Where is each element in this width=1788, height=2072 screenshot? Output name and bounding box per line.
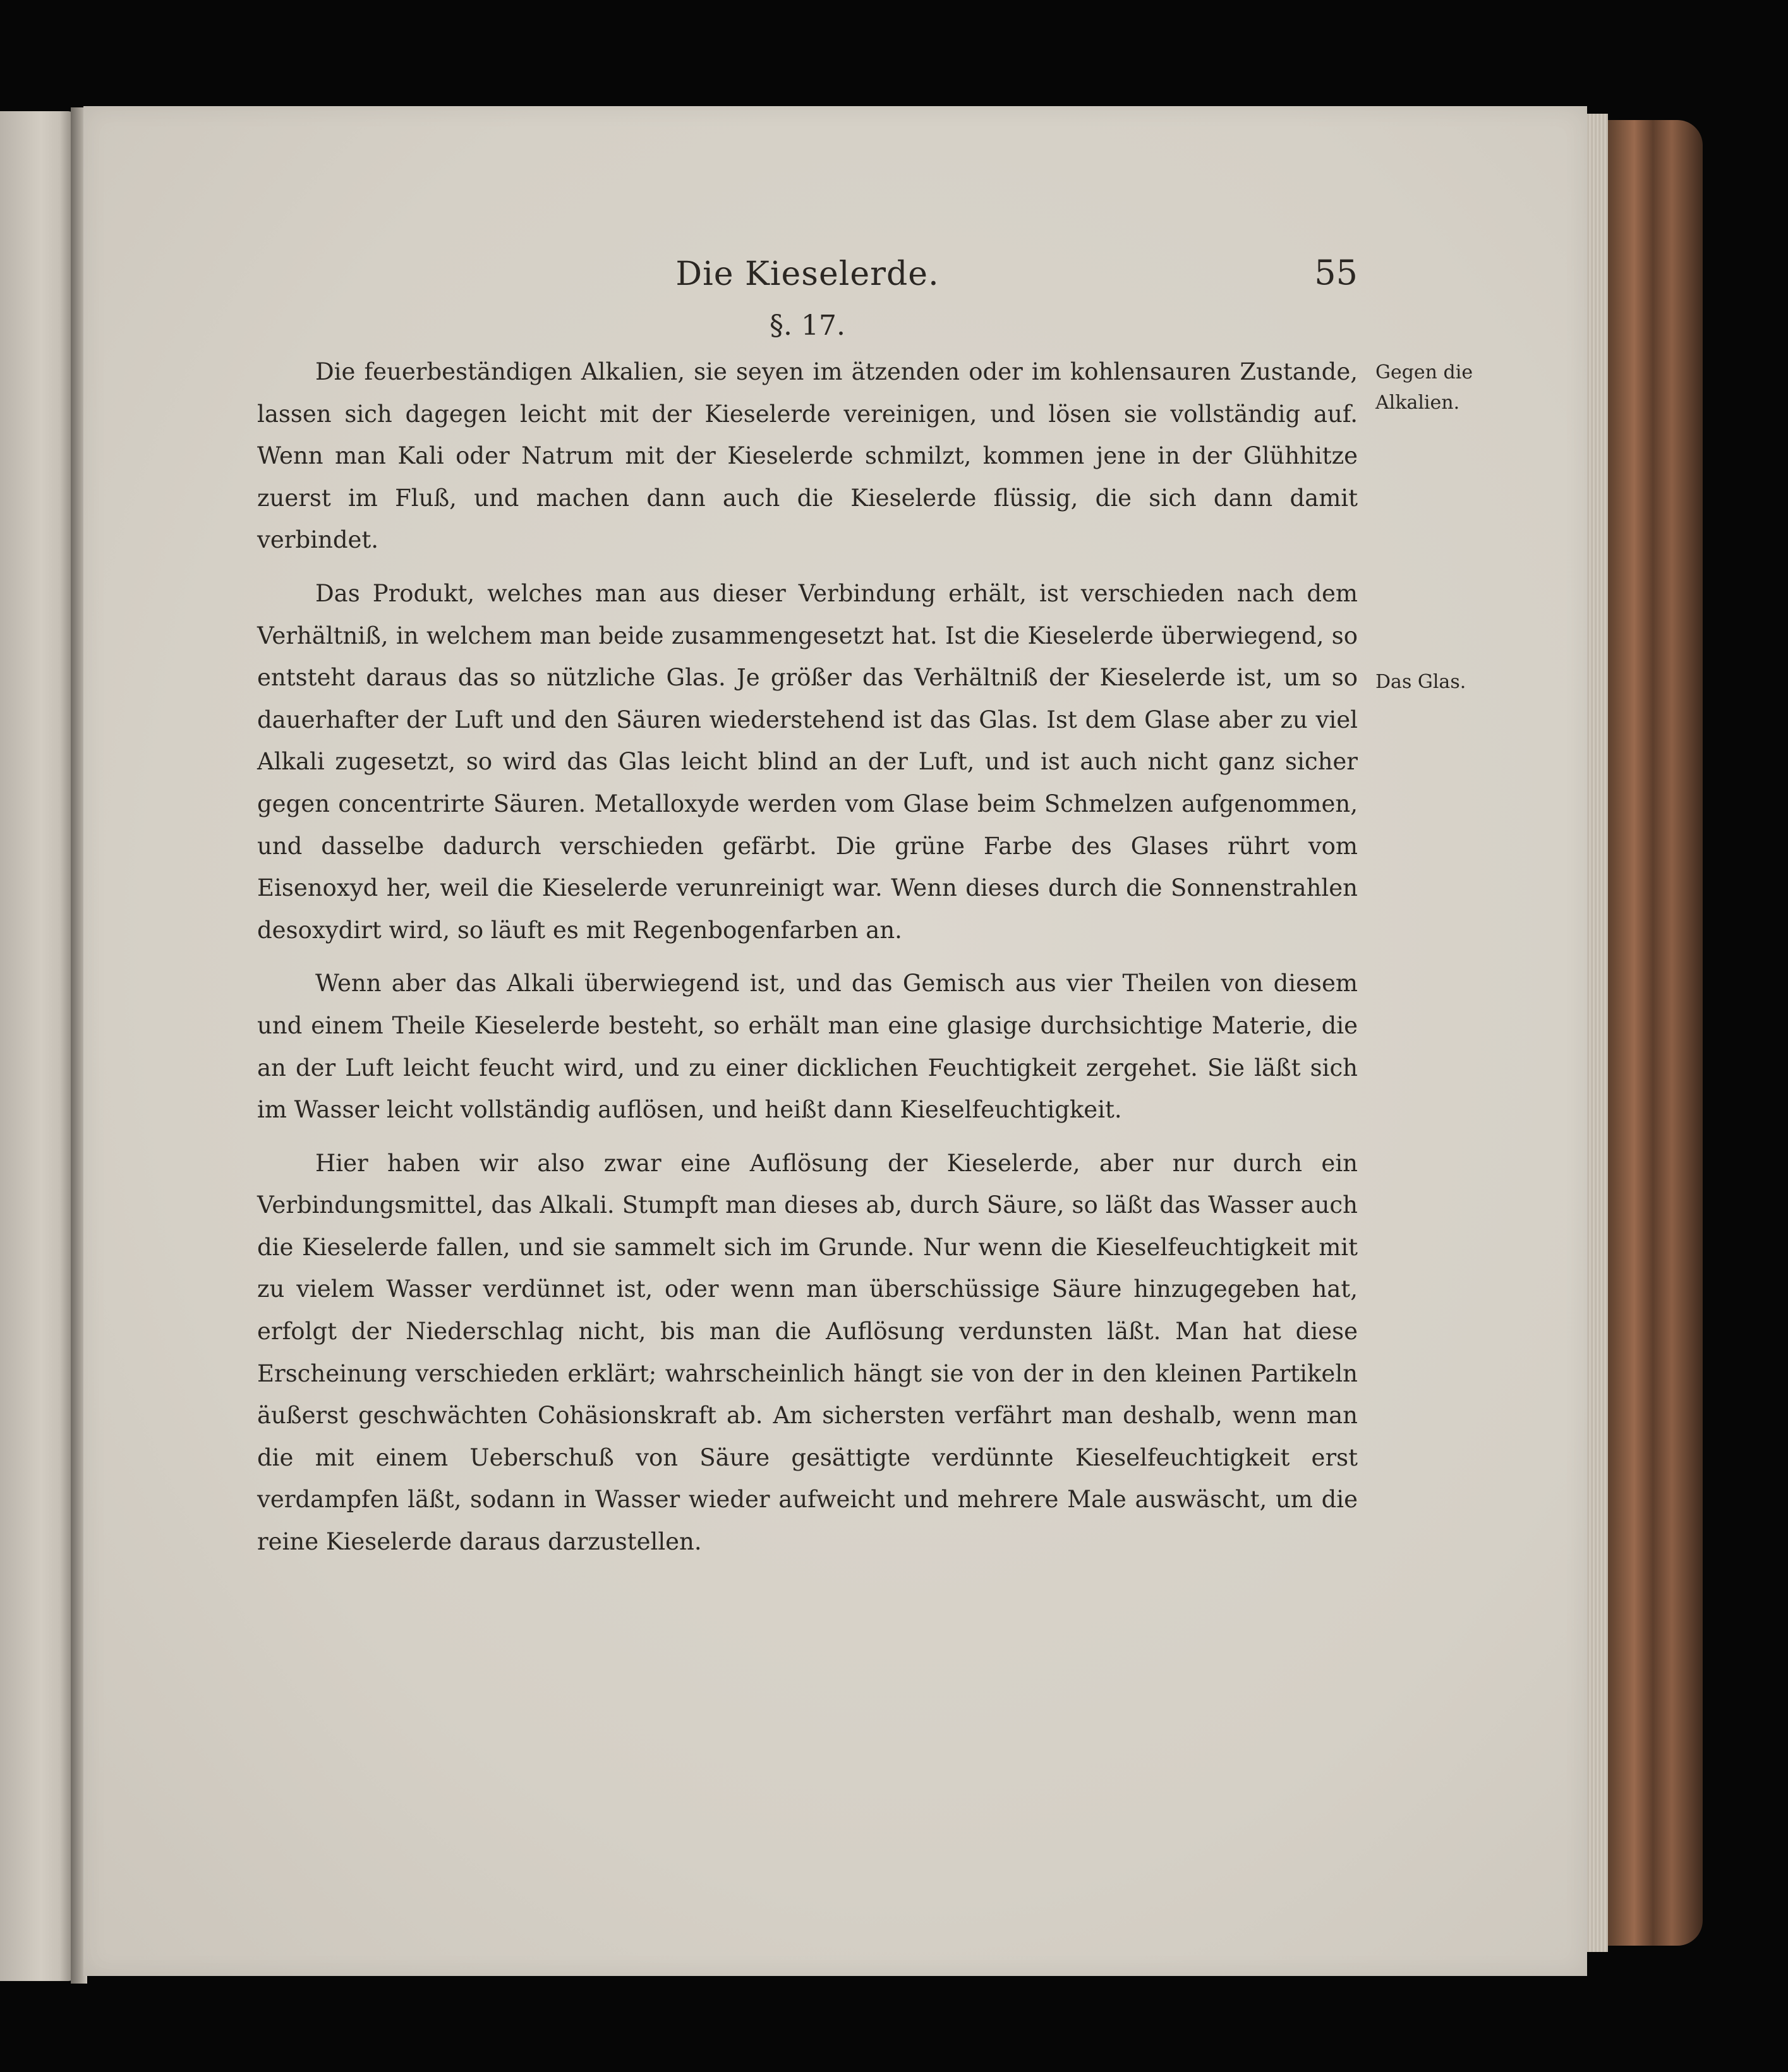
paragraph: Hier haben wir also zwar eine Auflösung der Kieselerde, aber nur durch ein Verbindungsmittel, das Alkali. Stumpft man dieses ab, durch Säure, so läßt das Wasser auch die Kieselerde fallen, und sie sammelt sich im Grunde. Nur wenn die Kieselfeuchtigkeit mit zu vielem Wasser verdünnet ist, oder wenn man überschüssige Säure hinzugegeben hat, erfolgt der Niederschlag nicht, bis man die Auflösung verdunsten läßt. Man hat diese Erscheinung verschieden erklärt; wahrscheinlich hängt sie von der in den kleinen Partikeln äußerst geschwächten Cohäsionskraft ab. Am sichersten verfährt man deshalb, wenn man die mit einem Ueberschuß von Säure gesättigte verdünnte Kieselfeuchtigkeit erst verdampfen läßt, sodann in Wasser wieder aufweicht und mehrere Male auswäscht, um die reine Kieselerde daraus darzustellen.: [257, 1149, 1358, 1556]
paragraph: Das Produkt, welches man aus dieser Verbindung erhält, ist verschieden nach dem Verhältniß, in welchem man beide zusammengesetzt hat. Ist die Kieselerde überwiegend, so entsteht daraus das so nützliche Glas. Je größer das Verhältniß der Kieselerde ist, um so dauerhafter der Luft und den Säuren wiederstehend ist das Glas. Ist dem Glase aber zu viel Alkali zugesetzt, so wird das Glas leicht blind an der Luft, und ist auch nicht ganz sicher gegen concentrirte Säuren. Metalloxyde werden vom Glase beim Schmelzen aufgenommen, und dasselbe dadurch verschieden gefärbt. Die grüne Farbe des Glases rührt vom Eisenoxyd her, weil die Kieselerde verunreinigt war. Wenn dieses durch die Sonnenstrahlen desoxydirt wird, so läuft es mit Regenbogenfarben an.: [257, 579, 1358, 944]
running-title: Die Kieselerde.: [675, 255, 939, 293]
section-heading: §. 17.: [770, 310, 845, 342]
paragraph: Wenn aber das Alkali überwiegend ist, und das Gemisch aus vier Theilen von diesem und einem Theile Kieselerde besteht, so erhält man eine glasige durchsichtige Materie, die an der Luft leicht feucht wird, und zu einer dicklichen Feuchtigkeit zergehet. Sie läßt sich im Wasser leicht vollständig auflösen, und heißt dann Kieselfeuchtigkeit.: [257, 970, 1358, 1124]
margin-note-glas: Das Glas.: [1375, 671, 1466, 693]
book-cover-edge: [1592, 120, 1703, 1946]
left-page-edge: [0, 111, 75, 1981]
paragraph: Die feuerbeständigen Alkalien, sie seyen im ätzenden oder im kohlensauren Zustande, lassen sich dagegen leicht mit der Kieselerde vereinigen, und lösen sie vollständig auf. Wenn man Kali oder Natrum mit der Kieselerde schmilzt, kommen jene in der Glühhitze zuerst im Fluß, und machen dann auch die Kieselerde flüssig, die sich dann damit verbindet.: [257, 358, 1358, 554]
book-page: [83, 106, 1587, 1976]
body-text: [257, 351, 1358, 1575]
page-number: 55: [1314, 253, 1358, 292]
margin-note-alkalien: Gegen die Alkalien.: [1375, 361, 1473, 414]
